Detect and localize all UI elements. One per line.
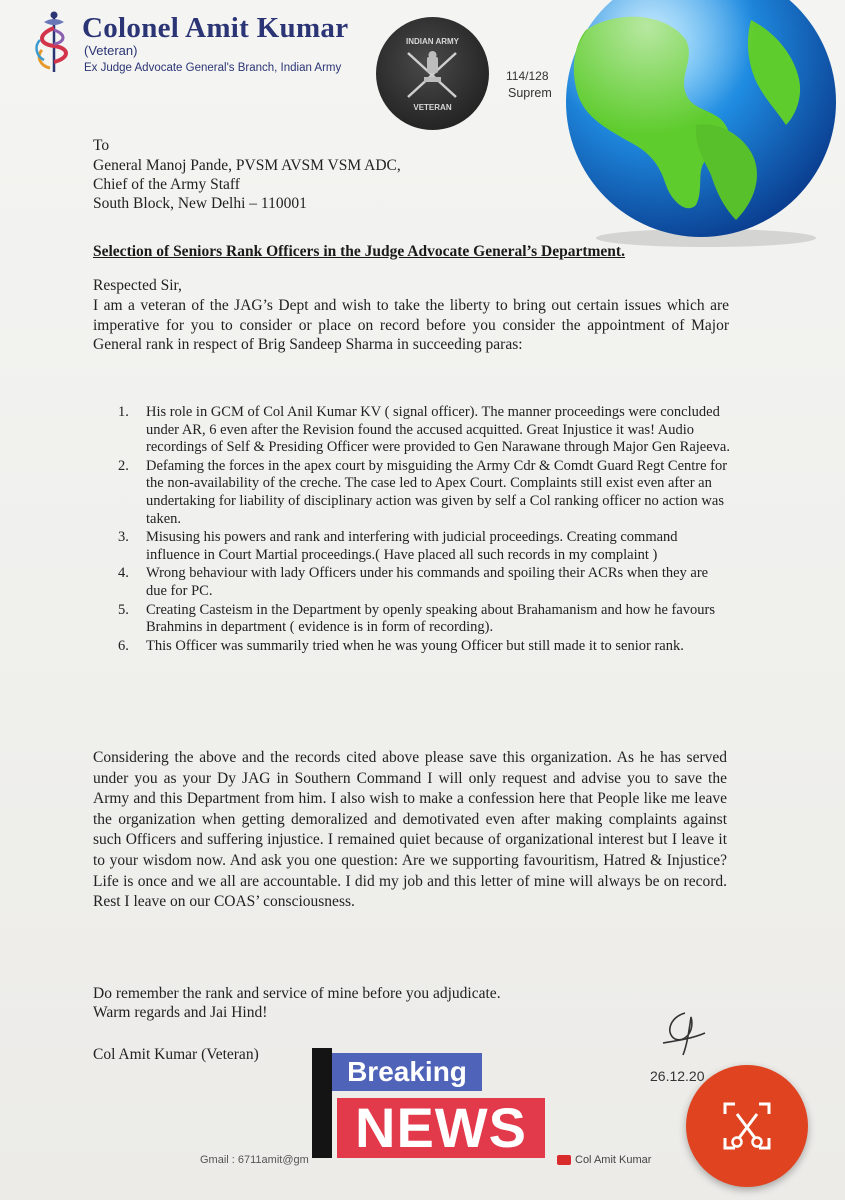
breaking-label: Breaking xyxy=(332,1053,482,1091)
news-label: NEWS xyxy=(337,1098,545,1158)
recipient-line: South Block, New Delhi – 110001 xyxy=(93,195,307,212)
footer-youtube-label: Col Amit Kumar xyxy=(575,1154,652,1166)
closing-line: Do remember the rank and service of mine before you adjudicate. xyxy=(93,985,501,1002)
intro-paragraph: I am a veteran of the JAG’s Dept and wish to take the liberty to bring out certain issues which are imperative for you to consider or place on record before you consider the appointment of Major General rank in respect of Brig Sandeep Sharma in succeeding paras: xyxy=(93,297,729,353)
list-item-text: This Officer was summarily tried when he was young Officer but still made it to senior rank. xyxy=(146,637,684,654)
list-item-text: Defaming the forces in the apex court by misguiding the Army Cdr & Comdt Guard Regt Centre for the non-availability of the creche. The case led to Apex Court. Complaints still exist even after an undertaking for liability of disciplinary action was given by self a Col ranking officer no action was taken. xyxy=(146,457,728,527)
issues-list xyxy=(118,404,730,656)
list-item-number: 5. xyxy=(118,601,129,618)
list-item-number: 4. xyxy=(118,565,129,582)
letterhead-veteran-label: (Veteran) xyxy=(84,43,138,58)
recipient-address xyxy=(93,156,401,213)
indian-army-veteran-seal xyxy=(376,17,489,130)
letterhead-address-line2: Suprem xyxy=(508,86,552,100)
crop-scissors-icon xyxy=(721,1100,773,1152)
list-item xyxy=(118,404,730,457)
letterhead-address-line1: 114/128 xyxy=(506,69,549,83)
list-item xyxy=(118,458,730,528)
salutation: Respected Sir, xyxy=(93,277,182,294)
signer-name: Col Amit Kumar (Veteran) xyxy=(93,1046,259,1063)
list-item xyxy=(118,529,730,564)
seal-bottom-text: VETERAN xyxy=(413,103,452,112)
closing-greeting: Warm regards and Jai Hind! xyxy=(93,1004,268,1021)
footer-youtube xyxy=(557,1154,651,1166)
list-item-text: His role in GCM of Col Anil Kumar KV ( signal officer). The manner proceedings were concluded under AR, 6 even after the Revision found the accused acquitted. Great Injustice it was! Audio recordings of Self & Presiding Officer were provided to Gen Narawane through Major Gen Rajeeva. xyxy=(146,404,730,456)
letter-subject: Selection of Seniors Rank Officers in the Judge Advocate General’s Department. xyxy=(93,243,625,260)
crop-scissors-button[interactable] xyxy=(686,1065,808,1187)
list-item-number: 6. xyxy=(118,637,129,654)
list-item-number: 3. xyxy=(118,529,129,546)
handwritten-signature xyxy=(655,1003,715,1063)
letter-date: 26.12.20 xyxy=(650,1068,705,1084)
footer-email: Gmail : 6711amit@gm xyxy=(200,1154,309,1166)
list-item-number: 1. xyxy=(118,404,129,420)
list-item-text: Misusing his powers and rank and interfering with judicial proceedings. Creating command influence in Court Martial proceedings.( Have placed all such records in my complaint ) xyxy=(146,529,678,563)
globe-icon xyxy=(546,0,845,248)
letterhead-name: Colonel Amit Kumar xyxy=(82,12,349,44)
list-item-number: 2. xyxy=(118,457,129,474)
caduceus-logo-icon xyxy=(32,10,76,76)
breaking-news-bar xyxy=(312,1048,332,1158)
list-item-text: Creating Casteism in the Department by openly speaking about Brahamanism and how he favours Brahmins in department ( evidence is in form of recording). xyxy=(146,601,715,636)
list-item xyxy=(118,565,730,600)
letterhead-branch: Ex Judge Advocate General's Branch, Indian Army xyxy=(84,62,342,74)
list-item xyxy=(118,638,730,656)
to-label: To xyxy=(93,137,110,154)
conclusion-paragraph: Considering the above and the records cited above please save this organization. As he has served under you as your Dy JAG in Southern Command I will only request and advise you to save the Army and this Department from him. I also wish to make a confession here that People like me leave the organization when getting demoralized and demotivated even after making complaints against such Officers and suffering injustice. I remained quiet because of organizational interest but I leave it to your wisdom now. And ask you one question: Are we supporting favouritism, Hatred & Injustice? Life is once and we all are accountable. I did my job and this letter of mine will always be on record. Rest I leave on our COAS’ consciousness. xyxy=(93,749,727,911)
list-item xyxy=(118,602,730,637)
seal-top-text: INDIAN ARMY xyxy=(405,37,460,46)
recipient-line: Chief of the Army Staff xyxy=(93,176,240,193)
youtube-icon xyxy=(557,1155,571,1165)
list-item-text: Wrong behaviour with lady Officers under his commands and spoiling their ACRs when they are due for PC. xyxy=(146,565,709,599)
crossed-swords-icon xyxy=(400,47,465,102)
recipient-line: General Manoj Pande, PVSM AVSM VSM ADC, xyxy=(93,157,401,174)
